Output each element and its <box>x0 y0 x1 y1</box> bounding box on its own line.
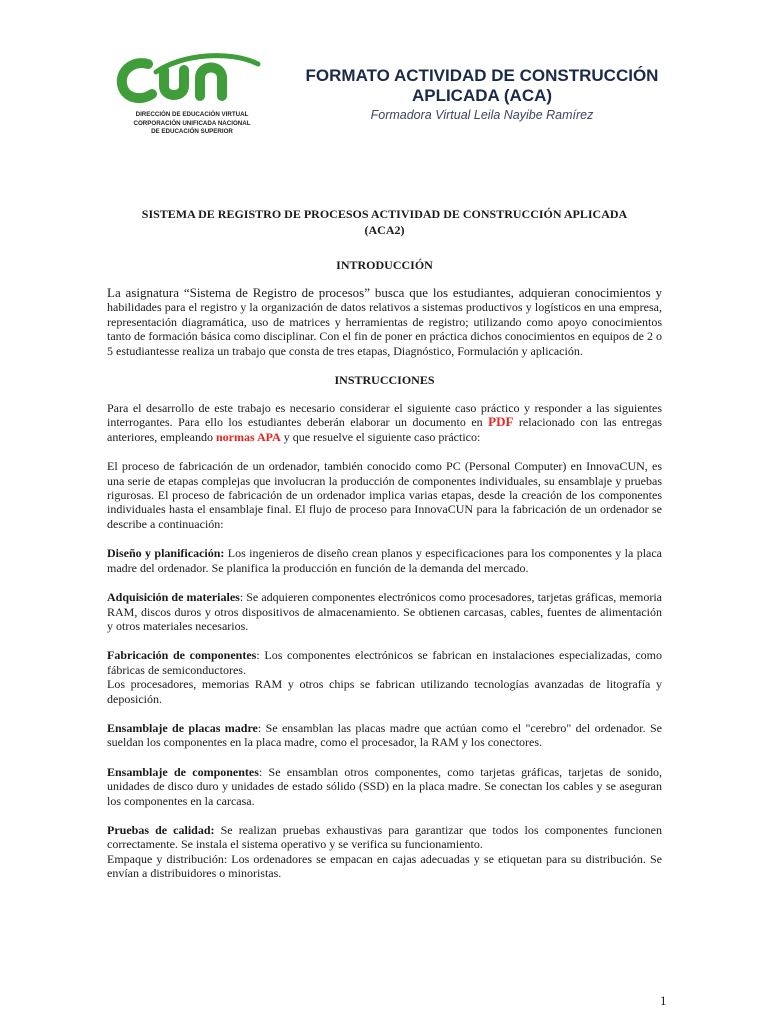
cun-logo <box>112 52 272 137</box>
packaging-paragraph: Empaque y distribución: Los ordenadores se empacan en cajas adecuadas y se etiquetan para su distribución. Se envían a distribuidores o minoristas. <box>107 851 662 881</box>
instructions-text-a: Para el desarrollo de este trabajo es necesario considerar el siguiente caso práctico y responder a las siguientes interrogantes. Para ello los estudiantes deberán elaborar un documento en <box>107 401 662 430</box>
section-text: : Se adquieren componentes electrónicos como procesadores, tarjetas gráficas, memoria RAM, discos duros y otros dispositivos de almacenamiento. Se obtienen carcasas, cables, fuentes de alimentación y otros materiales necesarios. <box>107 590 663 633</box>
instructions-paragraph <box>107 401 662 444</box>
logo-line-1: DIRECCIÓN DE EDUCACIÓN VIRTUAL <box>135 111 249 118</box>
section-text: : Los componentes electrónicos se fabrican en instalaciones especializadas, como fábricas de semiconductores. <box>107 648 662 677</box>
instructions-text-b: relacionado con las entregas anteriores, empleando <box>107 415 663 444</box>
section-term: Ensamblaje de componentes <box>107 764 259 779</box>
section-materials <box>107 590 662 633</box>
document-title <box>282 66 682 106</box>
section-design <box>107 546 662 575</box>
subject-title <box>107 206 662 238</box>
section-term: Fabricación de componentes <box>107 648 257 663</box>
cun-logo-mark <box>112 52 262 114</box>
section-term: Ensamblaje de placas madre <box>107 720 258 735</box>
section-fabrication <box>107 648 662 677</box>
header-title-block <box>282 66 682 122</box>
intro-rest: habilidades para el registro y la organización de datos relativos a sistemas productivos y logísticos en una empresa, representación diagramática, uso de matrices y herramientas de registro; utilizando como apoyo conocimientos tanto de formación básica como disciplinar. Con el fin de poner en práctica dichos conocimientos en equipos de 2 o 5 estudiantesse realiza un trabajo que consta de tres etapas, Diagnóstico, Formulación y aplicación. <box>107 300 662 358</box>
section-term: Diseño y planificación: <box>107 546 225 561</box>
instructions-heading: INSTRUCCIONES <box>334 373 435 388</box>
title-line-1: FORMATO ACTIVIDAD DE CONSTRUCCIÓN <box>305 66 659 85</box>
section-motherboard <box>107 721 662 750</box>
logo-line-2: CORPORACIÓN UNIFICADA NACIONAL <box>133 119 251 127</box>
section-term: Pruebas de calidad: <box>107 822 215 837</box>
instructions-text-c: y que resuelve el siguiente caso práctico: <box>283 429 481 444</box>
page-number: 1 <box>660 993 667 1008</box>
intro-first-line: La asignatura “Sistema de Registro de procesos” busca que los estudiantes, adquieran conocimientos y <box>107 285 662 300</box>
author-line: Formadora Virtual Leila Nayibe Ramírez <box>370 108 594 122</box>
section-text: Los ingenieros de diseño crean planos y especificaciones para los componentes y la placa madre del ordenador. Se planifica la producción en función de la demanda del mercado. <box>107 546 663 575</box>
title-line-2: APLICADA (ACA) <box>411 86 553 105</box>
intro-heading: INTRODUCCIÓN <box>336 258 433 272</box>
section-term: Adquisición de materiales <box>107 590 240 605</box>
section-text: : Se ensamblan otros componentes, como tarjetas gráficas, tarjetas de sonido, unidades de disco duro y unidades de estado sólido (SSD) en la placa madre. Se conectan los cables y se aseguran los componentes en la carcasa. <box>107 764 662 808</box>
process-intro-paragraph: El proceso de fabricación de un ordenador, también conocido como PC (Personal Computer) en InnovaCUN, es una serie de etapas complejas que involucran la producción de componentes individuales, su ensamblaje y pruebas rigurosas. El proceso de fabricación de un ordenador implica varias etapas, desde la creación de los componentes individuales hasta el ensamblaje final. El flujo de proceso para InnovaCUN para la fabricación de un ordenador se describe a continuación: <box>107 459 662 531</box>
section-text: : Se ensamblan las placas madre que actúan como el "cerebro" del ordenador. Se sueldan los componentes en la placa madre, como el procesador, la RAM y los conectores. <box>107 720 662 750</box>
subject-line-1: SISTEMA DE REGISTRO DE PROCESOS ACTIVIDAD DE CONSTRUCCIÓN APLICADA <box>141 207 628 221</box>
subject-line-2: (ACA2) <box>364 223 405 237</box>
apa-highlight: normas APA <box>215 429 281 444</box>
document-body <box>107 206 662 896</box>
logo-line-3: DE EDUCACIÓN SUPERIOR <box>151 128 233 136</box>
intro-paragraph <box>107 286 662 358</box>
fabrication-extra: Los procesadores, memorias RAM y otros chips se fabrican utilizando tecnologías avanzadas de litografía y deposición. <box>107 677 662 706</box>
pdf-highlight: PDF <box>488 414 514 430</box>
section-text: Se realizan pruebas exhaustivas para garantizar que todos los componentes funcionen correctamente. Se instala el sistema operativo y se verifica su funcionamiento. <box>107 822 662 852</box>
section-quality <box>107 823 662 852</box>
section-components-assembly <box>107 765 662 808</box>
